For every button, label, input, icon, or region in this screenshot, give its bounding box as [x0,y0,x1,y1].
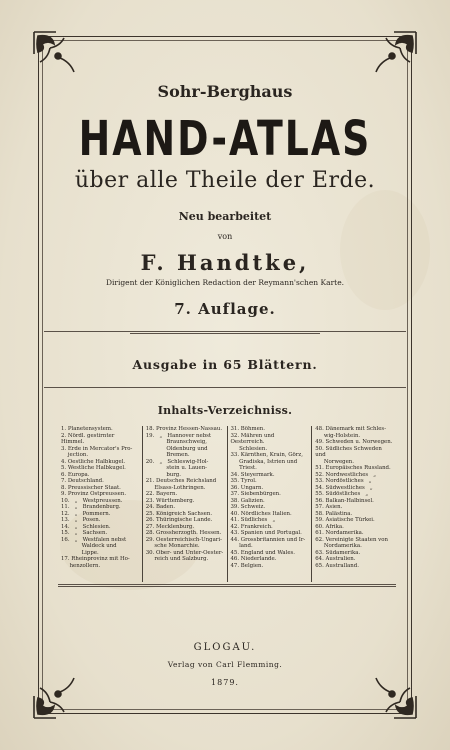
toc-entry: 27. Mecklenburg. [145,523,195,530]
toc-entry: 22. Bayern. [145,491,178,497]
toc-entry: 46. Niederlande. [230,556,277,562]
toc-entry: 21. Deutsches Reichsland Elsass-Lothringen. [145,478,217,491]
toc-entry: 36. Ungarn. [230,484,264,491]
toc-entry: 17. Rheinprovinz mit Ho- henzollern. [61,556,130,569]
subtitle: über alle Theile der Erde. [74,168,376,193]
toc-entry: 7. Deutschland. [61,478,104,484]
toc-entry: 29. Oesterreichisch-Ungari- sche Monarchie. [145,536,222,549]
toc-entry: 30. Ober- und Unter-Oester- reich und Salzburg. [145,549,224,562]
toc-entry: 26. Thüringische Lande. [145,517,213,523]
toc-entry: 57. Asien. [315,504,343,510]
toc-entry: 37. Siebenbürgen. [230,491,281,497]
toc-column [312,426,396,582]
divider [58,584,396,585]
toc-entry: 20. „ Schleswig-Hol- stein u. Lauen- burg. [145,458,209,478]
toc-entry: 19. „ Hannover nebst Braunschweig, Oldenburg und Bremen. [145,432,212,458]
toc-entry: 8. Preussischer Staat. [61,484,121,491]
toc-entry: 25. Königreich Sachsen. [145,510,213,517]
toc-column [143,426,228,582]
toc-entry: 6. Europa. [61,471,90,478]
corner-ornament-icon [364,28,420,84]
toc-entry: 14. „ Schlesien. [61,523,111,530]
divider [58,586,396,587]
main-title: HAND-ATLAS [78,110,372,167]
toc-entry: 40. Nördliches Italien. [230,510,292,517]
by-word: von [217,232,233,241]
issue-note: Ausgabe in 65 Blättern. [132,357,318,372]
series-name: Sohr-Berghaus [157,82,293,101]
toc-entry: 13. „ Posen. [61,517,101,523]
toc-entry: 50. Südliches Schweden und Norwegen. [315,445,382,465]
toc-entry: 59. Asiatische Türkei. [315,517,375,523]
toc-entry: 61. Nordamerika. [315,530,364,536]
toc-entry: 39. Schweiz. [230,504,266,510]
toc-entry: 16. „ Westfalen nebst Waldeck und Lippe. [61,536,127,556]
toc-entry: 54. Südwestliches „ [315,484,373,491]
corner-ornament-icon [364,666,420,722]
toc-entry: 4. Oestliche Halbkugel. [61,458,126,465]
toc-entry: 32. Mähren und Oesterreich. Schlesien. [230,432,275,452]
toc-entry: 31. Böhmen. [230,426,265,432]
toc-entry: 35. Tyrol. [230,478,257,484]
divider [130,333,320,334]
corner-ornament-icon [30,28,86,84]
toc-entry: 11. „ Brandenburg. [61,504,121,510]
toc-entry: 15. „ Sachsen. [61,530,108,536]
publication-place: GLOGAU. [193,642,257,653]
edition: 7. Auflage. [174,300,276,318]
revised-note: Neu bearbeitet [178,210,272,223]
toc-entry: 3. Erde in Mercator's Pro- jection. [61,445,133,458]
editor-name: F. Handtke, [140,250,310,275]
toc-entry: 45. England und Wales. [230,549,296,556]
toc-column [228,426,313,582]
editor-role: Dirigent der Königlichen Redaction der Reymann'schen Karte. [105,278,345,287]
toc-entry: 43. Spanien und Portugal. [230,530,302,536]
toc-entry: 10. „ Westpreussen. [61,497,123,504]
toc-entry: 56. Balkan-Halbinsel. [315,497,374,504]
toc-entry: 33. Kärnthen, Krain, Görz, Gradiska, Istrien und Triest. [230,452,303,471]
toc-entry: 5. Westliche Halbkugel. [61,465,126,471]
publication-year: 1879. [211,678,239,687]
toc-entry: 18. Provinz Hessen-Nassau. [145,426,223,432]
toc-entry: 58. Palästina. [315,510,353,517]
toc-entry: 24. Baden. [145,504,176,510]
toc-entry: 65. Australland. [315,562,359,569]
toc-entry: 48. Dänemark mit Schles- wig-Holstein. [315,426,387,439]
toc-entry: 44. Grossbritannien und Ir- land. [230,536,306,549]
toc-entry: 2. Nördl. gestirnter Himmel. [61,432,116,445]
toc-entry: 60. Afrika. [315,523,344,530]
toc-entry: 49. Schweden u. Norwegen. [315,439,393,445]
toc-entry: 28. Grossherzogth. Hessen. [145,530,222,536]
toc-entry: 55. Südöstliches „ [315,491,369,497]
corner-ornament-icon [30,666,86,722]
toc-entry: 9. Provinz Ostpreussen. [61,491,127,497]
divider [44,387,406,388]
toc-column [58,426,143,582]
toc-entry: 23. Württemberg. [145,497,195,504]
toc-entry: 42. Frankreich. [230,523,273,530]
table-of-contents [58,426,396,582]
toc-entry: 41. Südliches „ [230,517,276,523]
toc-entry: 47. Belgien. [230,562,264,569]
toc-title: Inhalts-Verzeichniss. [157,404,293,417]
toc-entry: 34. Steyermark. [230,471,275,478]
toc-entry: 38. Galizien. [230,497,265,504]
toc-entry: 52. Nordwestliches „ [315,471,377,478]
toc-entry: 53. Nordöstliches „ [315,478,372,484]
publisher-imprint: Verlag von Carl Flemming. [167,660,283,669]
toc-entry: 1. Planetensystem. [61,426,113,432]
divider [44,331,406,332]
toc-entry: 62. Vereinigte Staaten von Nordamerika. [315,536,388,549]
toc-entry: 64. Australien. [315,556,356,562]
toc-entry: 51. Europäisches Russland. [315,465,391,471]
toc-entry: 63. Südamerika. [315,549,361,556]
toc-entry: 12. „ Pommern. [61,510,111,517]
